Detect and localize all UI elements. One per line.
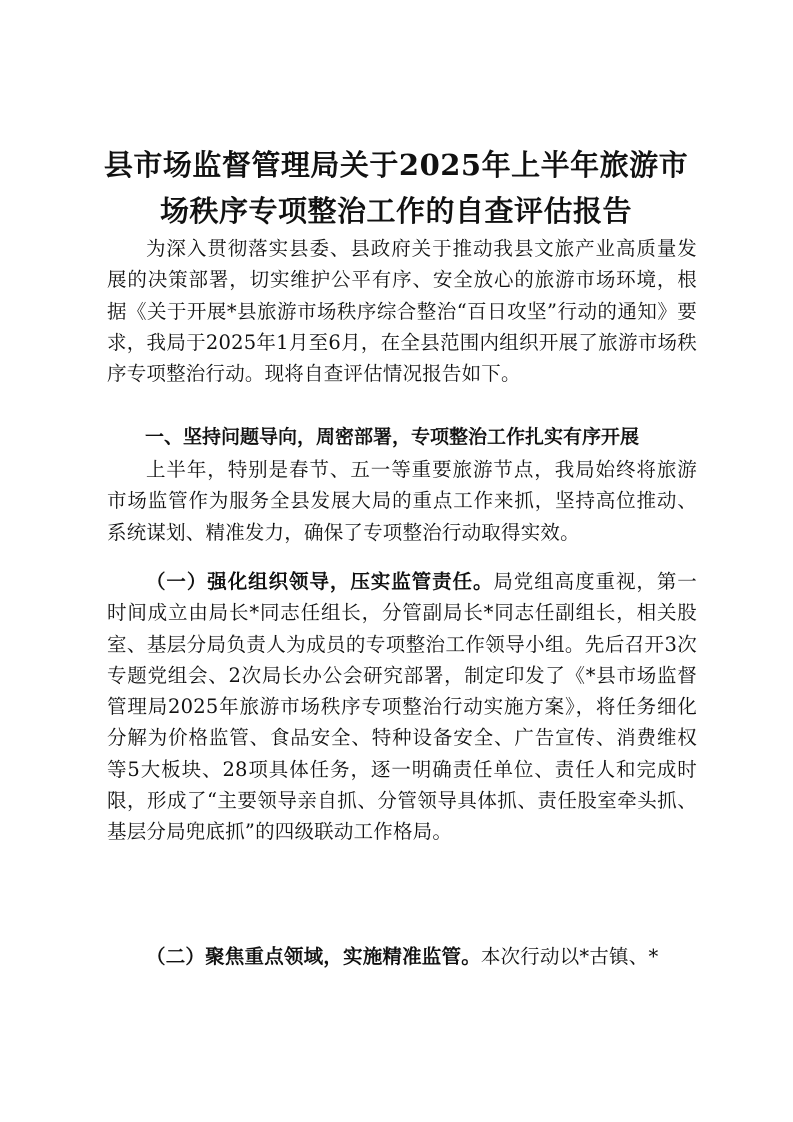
subsection-1-paragraph xyxy=(107,566,697,848)
subsection-2-heading: （二）聚焦重点领域，实施精准监管。 xyxy=(146,945,481,968)
intro-paragraph: 为深入贯彻落实县委、县政府关于推动我县文旅产业高质量发展的决策部署，切实维护公平有序、安全放心的旅游市场环境，根据《关于开展*县旅游市场秩序综合整治“百日攻坚”行动的通知》要求，我局于2025年1月至6月，在全县范围内组织开展了旅游市场秩序专项整治行动。现将自查评估情况报告如下。 xyxy=(107,237,697,386)
section-1-heading: 一、坚持问题导向，周密部署，专项整治工作扎实有序开展 xyxy=(145,426,640,448)
subsection-1-heading: （一）强化组织领导，压实监管责任。 xyxy=(146,570,494,593)
section-1-paragraph: 上半年，特别是春节、五一等重要旅游节点，我局始终将旅游市场监管作为服务全县发展大局的重点工作来抓，坚持高位推动、系统谋划、精准发力，确保了专项整治行动取得实效。 xyxy=(107,458,697,544)
subsection-2-body: 本次行动以*古镇、* xyxy=(480,945,659,968)
subsection-1-body: 局党组高度重视，第一时间成立由局长*同志任组长，分管副局长*同志任副组长，相关股室、基层分局负责人为成员的专项整治工作领导小组。先后召开3次专题党组会、2次局长办公会研究部署，制定印发了《*县市场监督管理局2025年旅游市场秩序专项整治行动实施方案》，将任务细化分解为价格监管、食品安全、特种设备安全、广告宣传、消费维权等5大板块、28项具体任务，逐一明确责任单位、责任人和完成时限，形成了“主要领导亲自抓、分管领导具体抓、责任股室牵头抓、基层分局兜底抓”的四级联动工作格局。 xyxy=(107,570,697,844)
subsection-2-paragraph xyxy=(107,941,697,972)
document-title-line-1: 县市场监督管理局关于2025年上半年旅游市 xyxy=(103,148,689,182)
document-title-line-2: 场秩序专项整治工作的自查评估报告 xyxy=(159,194,632,228)
